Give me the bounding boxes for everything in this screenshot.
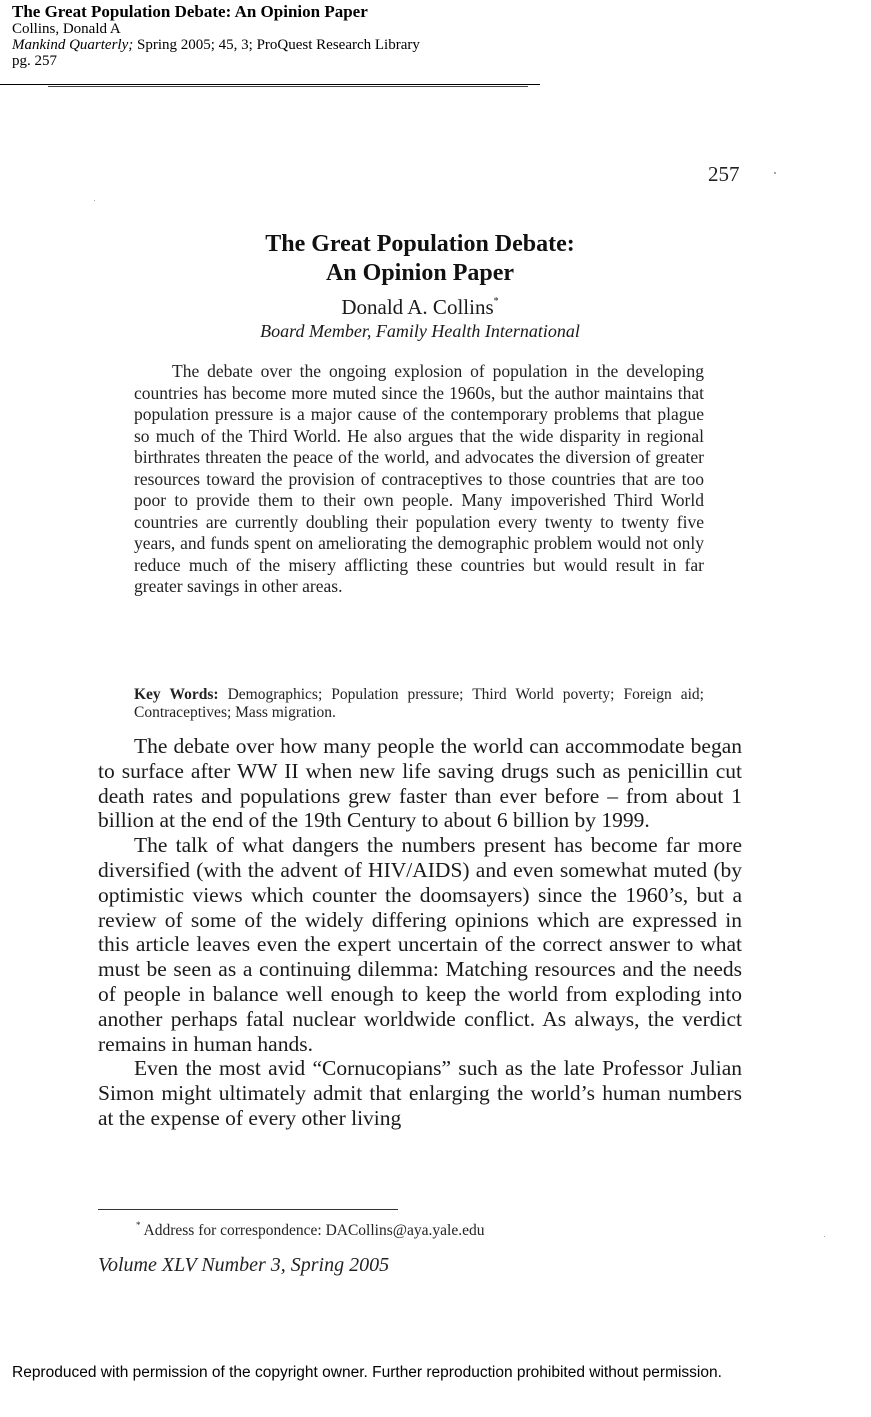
header-journal: Mankind Quarterly; (12, 37, 134, 53)
volume-info: Volume XLV Number 3, Spring 2005 (98, 1254, 390, 1276)
keywords-text: Demographics; Population pressure; Third World poverty; Foreign aid; Contraceptives; Mass migration. (134, 686, 704, 721)
header-divider (0, 84, 540, 85)
scan-speck (94, 200, 95, 201)
scan-speck (824, 1236, 825, 1237)
body-paragraph: The debate over how many people the world can accommodate began to surface after WW II when new life saving drugs such as penicillin cut death rates and populations grew faster than ever before – from about 1 billion at the end of the 19th Century to about 6 billion by 1999. (98, 734, 742, 833)
body-paragraph: The talk of what dangers the numbers present has become far more diversified (with the advent of HIV/AIDS) and even somewhat muted (by optimistic views which counter the doomsayers) since the 1960’s, but a review of some of the widely differing opinions which are expressed in this article leaves even the expert uncertain of the correct answer to what must be seen as a continuing dilemma: Matching resources and the needs of people in balance well enough to keep the world from exploding into another perhaps fatal nuclear worldwide conflict. As always, the verdict remains in human hands. (98, 833, 742, 1056)
header-title: The Great Population Debate: An Opinion Paper (12, 2, 368, 21)
permission-notice: Reproduced with permission of the copyright owner. Further reproduction prohibited without permission. (12, 1364, 722, 1381)
abstract: The debate over the ongoing explosion of population in the developing countries has become more muted since the 1960s, but the author maintains that population pressure is a major cause of the contemporary problems that plague so much of the Third World. He also argues that the wide disparity in regional birthrates threaten the peace of the world, and advocates the diversion of greater resources toward the provision of contraceptives to those countries that are too poor to provide them to their own people. Many impoverished Third World countries are currently doubling their population every twenty to twenty five years, and funds spent on ameliorating the demographic problem would not only reduce much of the misery afflicting these countries but would result in far greater savings in other areas. (134, 361, 704, 596)
scan-speck (774, 172, 776, 174)
citation-header (12, 3, 612, 69)
header-page: pg. 257 (12, 53, 57, 69)
body-paragraph: Even the most avid “Cornucopians” such as the late Professor Julian Simon might ultimately admit that enlarging the world’s human numbers at the expense of every other living (98, 1056, 742, 1130)
article-title-line-2: An Opinion Paper (325, 260, 515, 286)
article-title-line-1: The Great Population Debate: (265, 231, 575, 257)
page-number: 257 (708, 162, 740, 186)
header-citation (12, 37, 612, 53)
header-divider-secondary (48, 86, 528, 87)
footnote (136, 1220, 484, 1240)
keywords (134, 686, 704, 722)
article-title-block (0, 230, 840, 342)
header-citation-details: Spring 2005; 45, 3; ProQuest Research Library (133, 37, 420, 53)
author-affiliation: Board Member, Family Health International (260, 321, 580, 341)
keywords-label: Key Words: (134, 686, 219, 703)
footnote-text: Address for correspondence: DACollins@aya.yale.edu (140, 1222, 485, 1239)
article-author (0, 289, 840, 320)
footnote-divider (98, 1209, 398, 1210)
body-text (98, 734, 742, 1131)
footnote-mark: * (136, 1220, 141, 1230)
header-author: Collins, Donald A (12, 21, 121, 37)
author-footnote-mark: * (493, 296, 499, 307)
author-name: Donald A. Collins (341, 295, 494, 319)
